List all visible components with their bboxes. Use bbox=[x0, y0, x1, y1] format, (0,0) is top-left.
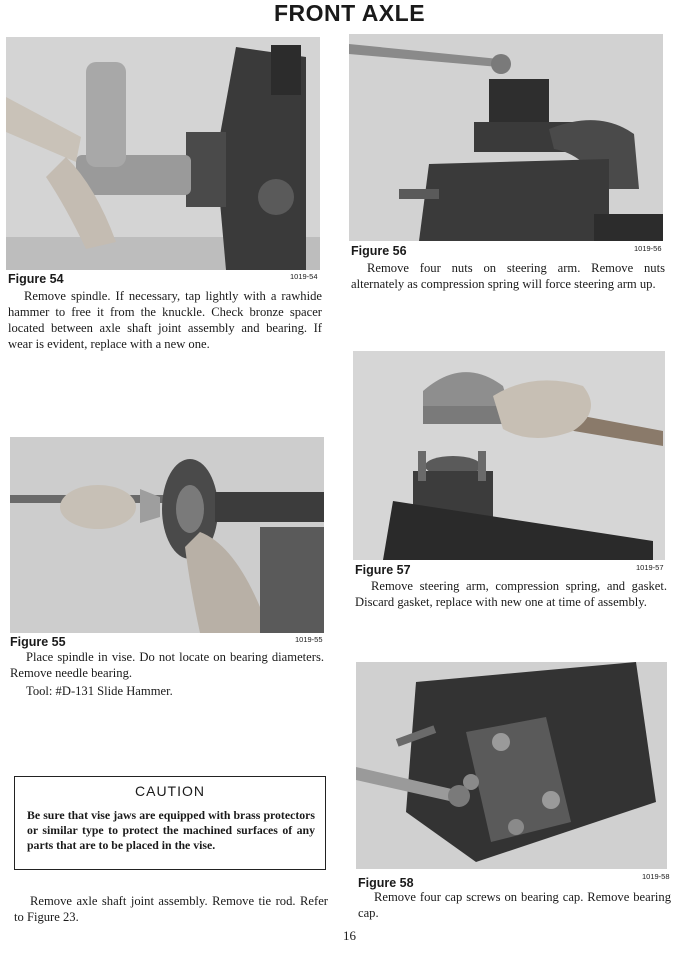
figure-58-label: Figure 58 bbox=[358, 876, 414, 890]
figure-55-caption: Place spindle in vise. Do not locate on bearing diameters. Remove needle bearing. bbox=[10, 650, 324, 680]
figure-58-code: 1019-58 bbox=[642, 872, 670, 881]
bearing-cap-illustration bbox=[356, 662, 667, 869]
page-title: FRONT AXLE bbox=[273, 0, 426, 26]
figure-57-caption: Remove steering arm, compression spring, and gasket. Discard gasket, replace with new one at time of assembly. bbox=[355, 579, 667, 609]
figure-56-photo bbox=[349, 34, 663, 241]
figure-55-label: Figure 55 bbox=[10, 635, 66, 649]
figure-54-caption: Remove spindle. If necessary, tap lightly with a rawhide hammer to free it from the knuckle. Check bronze spacer located between axle shaft joint assembly and bearing. If wear is evident, replace with a new one. bbox=[8, 289, 322, 351]
figure-54-photo bbox=[6, 37, 320, 270]
figure-54-label: Figure 54 bbox=[8, 272, 64, 286]
slide-hammer-illustration bbox=[10, 437, 324, 633]
figure-55-photo bbox=[10, 437, 324, 633]
caution-text: Be sure that vise jaws are equipped with brass protectors or similar type to protect the machined surfaces of any parts that are to be placed in the vise. bbox=[27, 808, 315, 852]
figure-55-code: 1019-55 bbox=[295, 635, 323, 644]
caution-title: CAUTION bbox=[135, 783, 205, 799]
figure-57-photo bbox=[353, 351, 665, 560]
wrench-steering-arm-illustration bbox=[349, 34, 663, 241]
figure-57-label: Figure 57 bbox=[355, 563, 411, 577]
figure-56-label: Figure 56 bbox=[351, 244, 407, 258]
figure-55-tool-note: Tool: #D-131 Slide Hammer. bbox=[26, 684, 173, 698]
hammer-spindle-illustration bbox=[6, 37, 320, 270]
steering-arm-removal-illustration bbox=[353, 351, 665, 560]
closing-text: Remove axle shaft joint assembly. Remove tie rod. Refer to Figure 23. bbox=[14, 894, 328, 924]
figure-57-code: 1019-57 bbox=[636, 563, 664, 572]
page-number: 16 bbox=[343, 928, 356, 943]
figure-54-code: 1019-54 bbox=[290, 272, 318, 281]
figure-58-photo bbox=[356, 662, 667, 869]
figure-56-caption: Remove four nuts on steering arm. Remove nuts alternately as compression spring will force steering arm up. bbox=[351, 261, 665, 291]
figure-58-caption: Remove four cap screws on bearing cap. Remove bearing cap. bbox=[358, 890, 671, 920]
caution-box bbox=[14, 776, 326, 870]
figure-56-code: 1019-56 bbox=[634, 244, 662, 253]
